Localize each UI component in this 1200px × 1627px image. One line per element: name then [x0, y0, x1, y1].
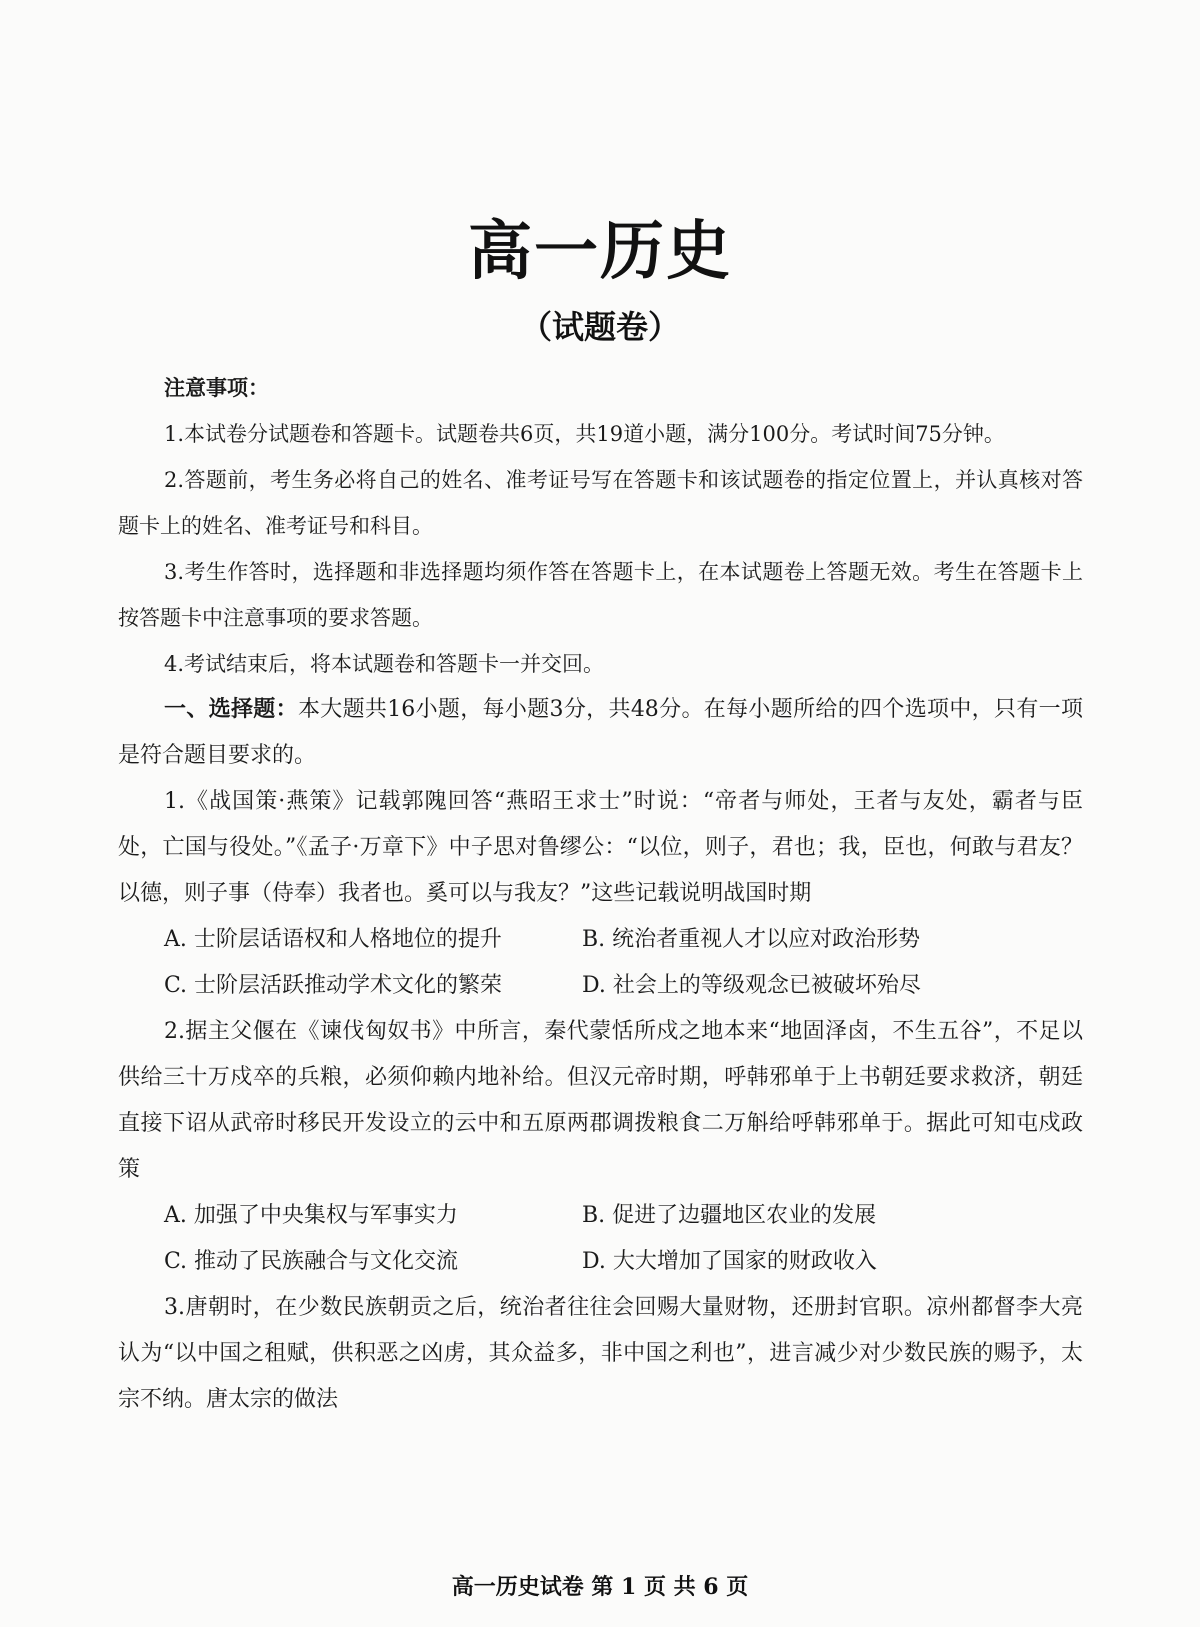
question-stem: 3.唐朝时，在少数民族朝贡之后，统治者往往会回赐大量财物，还册封官职。凉州都督李大亮认为“以中国之租赋，供积恶之凶虏，其众益多，非中国之利也”，进言减少对少数民族的赐予，太宗不纳。唐太宗的做法 [118, 1295, 1083, 1412]
option-b: B. 统治者重视人才以应对政治形势 [582, 927, 921, 952]
note-item: 1.本试卷分试题卷和答题卡。试题卷共6页，共19道小题，满分100分。考试时间75分钟。 [164, 422, 1005, 446]
question-options [118, 917, 1083, 1009]
note-item: 2.答题前，考生务必将自己的姓名、准考证号写在答题卡和该试题卷的指定位置上，并认真核对答题卡上的姓名、准考证号和科目。 [118, 468, 1083, 538]
question-stem: 2.据主父偃在《谏伐匈奴书》中所言，秦代蒙恬所戍之地本来“地固泽卤，不生五谷”，不足以供给三十万戍卒的兵粮，必须仰赖内地补给。但汉元帝时期，呼韩邪单于上书朝廷要求救济，朝廷直接下诏从武帝时移民开发设立的云中和五原两郡调拨粮食二万斛给呼韩邪单于。据此可知屯戍政策 [118, 1019, 1083, 1182]
question-3 [118, 1285, 1083, 1423]
notes-heading: 注意事项： [164, 376, 269, 400]
section-label: 一、选择题： [164, 697, 298, 722]
notes-section [118, 365, 1083, 687]
option-a: A. 加强了中央集权与军事实力 [164, 1203, 458, 1228]
page-footer: 高一历史试卷 第 1 页 共 6 页 [451, 1574, 749, 1600]
question-1 [118, 779, 1083, 1009]
option-c: C. 士阶层活跃推动学术文化的繁荣 [164, 973, 503, 998]
question-2 [118, 1009, 1083, 1285]
note-item: 3.考生作答时，选择题和非选择题均须作答在答题卡上，在本试题卷上答题无效。考生在答题卡上按答题卡中注意事项的要求答题。 [118, 560, 1083, 630]
option-d: D. 社会上的等级观念已被破坏殆尽 [582, 973, 921, 998]
exam-body [118, 365, 1083, 1423]
option-a: A. 士阶层话语权和人格地位的提升 [164, 927, 502, 952]
note-item: 4.考试结束后，将本试题卷和答题卡一并交回。 [164, 652, 605, 676]
page-title: 高一历史 [468, 215, 732, 289]
page-subtitle: （试题卷） [519, 308, 680, 346]
option-c: C. 推动了民族融合与文化交流 [164, 1249, 459, 1274]
option-b: B. 促进了边疆地区农业的发展 [582, 1203, 877, 1228]
question-options [118, 1193, 1083, 1285]
question-stem: 1.《战国策·燕策》记载郭隗回答“燕昭王求士”时说：“帝者与师处，王者与友处，霸者与臣处，亡国与役处。”《孟子·万章下》中子思对鲁缪公：“以位，则子，君也；我，臣也，何敢与君友？以德，则子事（侍奉）我者也。奚可以与我友？”这些记载说明战国时期 [118, 789, 1083, 906]
section-text: 本大题共16小题，每小题3分，共48分。在每小题所给的四个选项中，只有一项是符合题目要求的。 [118, 697, 1083, 768]
section-intro [118, 687, 1083, 779]
option-d: D. 大大增加了国家的财政收入 [582, 1249, 877, 1274]
